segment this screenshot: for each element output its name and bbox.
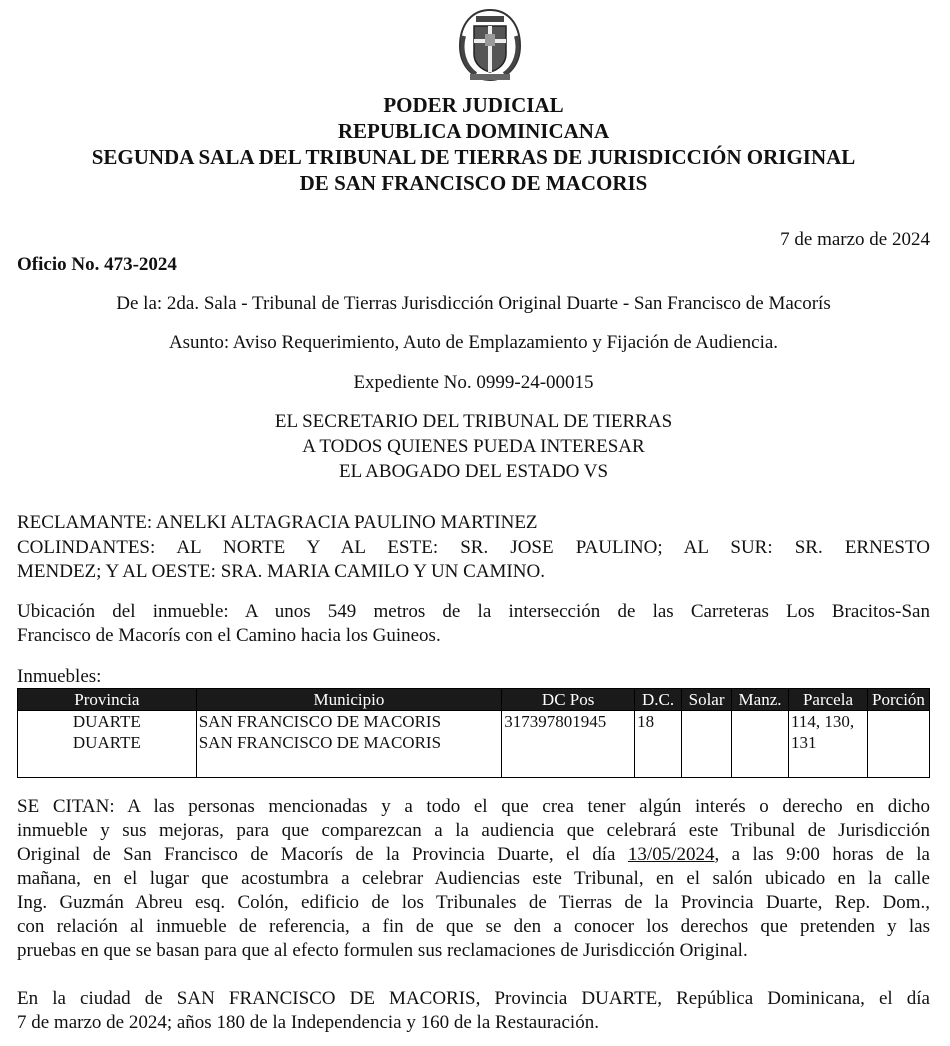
cell-porcion <box>867 711 929 778</box>
colindantes-paragraph <box>17 536 930 584</box>
addressee-line-1: EL SECRETARIO DEL TRIBUNAL DE TIERRAS <box>274 411 673 432</box>
se-citan-line-4: mañana, en el lugar que acostumbra a celebrar Audiencias este Tribunal, en el salón ubicado en la calle <box>17 868 930 889</box>
closing-line-2: 7 de marzo de 2024; años 180 de la Independencia y 160 de la Restauración. <box>17 1012 599 1033</box>
ubicacion-paragraph <box>17 600 930 648</box>
colindantes-line-1: COLINDANTES: AL NORTE Y AL ESTE: SR. JOSE PAULINO; AL SUR: SR. ERNESTO <box>17 537 930 558</box>
se-citan-paragraph <box>17 795 930 963</box>
table-header-row <box>18 689 930 711</box>
document-header <box>17 92 930 196</box>
closing-line-1: En la ciudad de SAN FRANCISCO DE MACORIS, Provincia DUARTE, República Dominicana, el día <box>17 988 930 1009</box>
se-citan-line-3a: Original de San Francisco de Macorís de la Provincia Duarte, el día <box>17 844 628 865</box>
municipio-value-1: SAN FRANCISCO DE MACORIS <box>198 712 442 731</box>
municipio-value-2: SAN FRANCISCO DE MACORIS <box>198 733 442 752</box>
colindantes-line-2: MENDEZ; Y AL OESTE: SRA. MARIA CAMILO Y UN CAMINO. <box>17 561 545 582</box>
col-header-dc: D.C. <box>635 689 682 711</box>
se-citan-line-5: Ing. Guzmán Abreu esq. Colón, edificio de los Tribunales de Tierras de la Provincia Duarte, Rep. Dom., <box>17 892 930 913</box>
provincia-value-1: DUARTE <box>72 712 141 731</box>
parcela-value-1: 114, 130, <box>791 712 855 731</box>
cell-municipio <box>196 711 501 778</box>
closing-paragraph <box>17 987 930 1035</box>
cell-provincia <box>18 711 197 778</box>
se-citan-line-3b: , a las 9:00 horas de la <box>714 844 930 865</box>
se-citan-line-1: SE CITAN: A las personas mencionadas y a todo el que crea tener algún interés o derecho en dicho <box>17 796 930 817</box>
table-row <box>18 711 930 778</box>
hearing-date: 13/05/2024 <box>627 844 715 865</box>
header-line-2: REPUBLICA DOMINICANA <box>337 119 610 143</box>
cell-parcela <box>789 711 868 778</box>
addressee-line-2: A TODOS QUIENES PUEDA INTERESAR <box>302 436 645 457</box>
provincia-value-2: DUARTE <box>72 733 141 752</box>
cell-solar <box>682 711 732 778</box>
col-header-porcion: Porción <box>867 689 929 711</box>
expediente-line: Expediente No. 0999-24-00015 <box>353 372 594 393</box>
coat-of-arms-seal-icon <box>450 6 530 84</box>
oficio-number: Oficio No. 473-2024 <box>17 254 177 275</box>
se-citan-line-2: inmueble y sus mejoras, para que comparezcan a la audiencia que celebrará este Tribunal de Jurisdicción <box>17 820 930 841</box>
ubicacion-line-2: Francisco de Macorís con el Camino hacia los Guineos. <box>17 625 441 646</box>
header-line-1: PODER JUDICIAL <box>383 93 564 117</box>
parcela-value-2: 131 <box>791 733 817 752</box>
col-header-solar: Solar <box>682 689 732 711</box>
header-line-3: SEGUNDA SALA DEL TRIBUNAL DE TIERRAS DE JURISDICCIÓN ORIGINAL <box>91 145 856 169</box>
header-line-4: DE SAN FRANCISCO DE MACORIS <box>299 171 648 195</box>
col-header-provincia: Provincia <box>18 689 197 711</box>
cell-manz <box>732 711 789 778</box>
col-header-municipio: Municipio <box>196 689 501 711</box>
se-citan-line-6: con relación al inmueble de referencia, a fin de que se den a conocer los derechos que pretenden y las <box>17 916 930 937</box>
col-header-dc-pos: DC Pos <box>502 689 635 711</box>
addressee-line-3: EL ABOGADO DEL ESTADO VS <box>338 461 609 482</box>
inmuebles-table <box>17 688 930 778</box>
asunto-line: Asunto: Aviso Requerimiento, Auto de Emplazamiento y Fijación de Audiencia. <box>168 332 779 353</box>
cell-dc: 18 <box>635 711 682 778</box>
inmuebles-label: Inmuebles: <box>17 666 102 687</box>
document-date: 7 de marzo de 2024 <box>780 229 930 250</box>
ubicacion-line-1: Ubicación del inmueble: A unos 549 metros de la intersección de las Carreteras Los Bracitos-San <box>17 601 930 622</box>
reclamante-line: RECLAMANTE: ANELKI ALTAGRACIA PAULINO MARTINEZ <box>17 512 538 533</box>
se-citan-line-3 <box>17 843 930 867</box>
col-header-manz: Manz. <box>732 689 789 711</box>
cell-dc-pos: 317397801945 <box>502 711 635 778</box>
de-la-line: De la: 2da. Sala - Tribunal de Tierras Jurisdicción Original Duarte - San Francisco de Macorís <box>116 293 831 314</box>
se-citan-line-7: pruebas en que se basan para que al efecto formulen sus reclamaciones de Jurisdicción Original. <box>17 940 748 961</box>
col-header-parcela: Parcela <box>789 689 868 711</box>
